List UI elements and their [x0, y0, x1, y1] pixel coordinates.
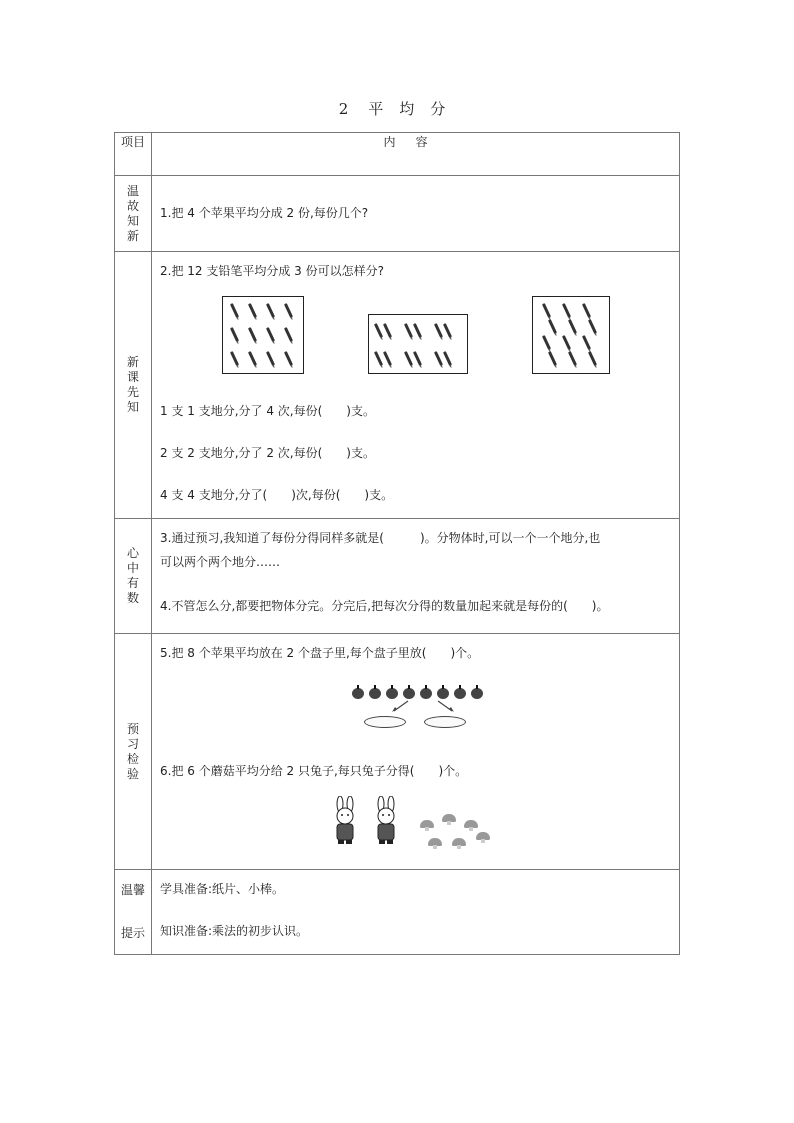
question-4: 4.不管怎么分,都要把物体分完。分完后,把每次分得的数量加起来就是每份的( )。: [160, 599, 609, 613]
pencil-icon: [266, 351, 275, 366]
pencil-icon: [582, 335, 591, 350]
pencil-icon: [588, 351, 597, 366]
pencil-icon: [383, 351, 392, 366]
apple-icon: [420, 688, 432, 699]
lesson-table: [114, 132, 680, 955]
pencil-icon: [562, 335, 571, 350]
check-label: 预习检验: [126, 721, 139, 781]
check-row: [115, 634, 680, 870]
mushroom-icon: [420, 820, 434, 828]
rabbit-icon: [366, 796, 406, 849]
header-content: 内容: [152, 133, 680, 176]
tip-tools: 学具准备:纸片、小棒。: [160, 882, 285, 896]
pencil-icon: [582, 303, 591, 318]
pencil-icon: [434, 323, 443, 338]
header-row: [115, 133, 680, 176]
pencil-icon: [404, 323, 413, 338]
answer-line-2: 2 支 2 支地分,分了 2 次,每份( )支。: [160, 446, 375, 460]
plate-icon: [424, 716, 466, 728]
pencil-icon: [434, 351, 443, 366]
arrow-icon: [390, 700, 410, 717]
question-6: 6.把 6 个蘑菇平均分给 2 只兔子,每只兔子分得( )个。: [160, 764, 468, 778]
mind-row: [115, 519, 680, 634]
tips-row: [115, 870, 680, 955]
title-char: 均: [399, 100, 419, 118]
pencil-icon: [542, 335, 551, 350]
apple-icon: [403, 688, 415, 699]
pencil-icon: [588, 319, 597, 334]
apple-icon: [352, 688, 364, 699]
arrow-icon: [436, 700, 456, 717]
pencil-icon: [568, 351, 577, 366]
pencil-icon: [568, 319, 577, 334]
question-3a: 3.通过预习,我知道了每份分得同样多就是( )。分物体时,可以一个一个地分,也: [160, 531, 601, 545]
pencil-icon: [383, 323, 392, 338]
title-char: 平: [368, 100, 388, 118]
pencil-icon: [266, 327, 275, 342]
plate-icon: [364, 716, 406, 728]
pencil-icon: [284, 351, 293, 366]
pencil-icon: [284, 303, 293, 318]
page-title: [0, 98, 794, 119]
apple-icon: [386, 688, 398, 699]
pencil-icon: [542, 303, 551, 318]
rabbit-icon: [330, 796, 360, 849]
pencil-icon: [248, 303, 257, 318]
mushroom-icon: [464, 820, 478, 828]
review-label: 温故知新: [126, 183, 139, 243]
mushroom-icon: [476, 832, 490, 840]
pencil-icon: [562, 303, 571, 318]
pencil-icon: [548, 319, 557, 334]
pencil-icon: [230, 303, 239, 318]
apple-icon: [471, 688, 483, 699]
pencil-icon: [230, 327, 239, 342]
apple-icon: [369, 688, 381, 699]
pencil-icon: [404, 351, 413, 366]
pencil-icon: [413, 323, 422, 338]
pencil-box-3: [532, 296, 610, 374]
pencil-box-2: [368, 314, 468, 374]
pencil-icon: [248, 327, 257, 342]
tips-label-b: 提示: [120, 926, 145, 940]
header-item: 项目: [115, 133, 152, 176]
pencil-icon: [248, 351, 257, 366]
pencil-icon: [413, 351, 422, 366]
question-1: 1.把 4 个苹果平均分成 2 份,每份几个?: [160, 206, 369, 220]
mind-label: 心中有数: [126, 546, 139, 605]
apple-icon: [454, 688, 466, 699]
pencil-icon: [266, 303, 275, 318]
tip-knowledge: 知识准备:乘法的初步认识。: [160, 924, 309, 938]
mushroom-icon: [442, 814, 456, 822]
title-number: 2: [338, 100, 353, 118]
mushroom-icon: [428, 838, 442, 846]
pencil-icon: [284, 327, 293, 342]
apple-icon: [437, 688, 449, 699]
tips-label-a: 温馨: [120, 883, 145, 897]
pencil-icon: [548, 351, 557, 366]
pencil-icon: [443, 351, 452, 366]
pencil-icon: [443, 323, 452, 338]
question-5: 5.把 8 个苹果平均放在 2 个盘子里,每个盘子里放( )个。: [160, 646, 480, 660]
question-3b: 可以两个两个地分……: [160, 555, 281, 569]
question-2: 2.把 12 支铅笔平均分成 3 份可以怎样分?: [160, 264, 384, 278]
answer-line-3: 4 支 4 支地分,分了( )次,每份( )支。: [160, 488, 394, 502]
review-row: [115, 176, 680, 252]
pencil-icon: [374, 323, 383, 338]
preview-row: [115, 252, 680, 519]
mushroom-icon: [452, 838, 466, 846]
pencil-icon: [230, 351, 239, 366]
pencil-icon: [374, 351, 383, 366]
pencil-box-1: [222, 296, 304, 374]
answer-line-1: 1 支 1 支地分,分了 4 次,每份( )支。: [160, 404, 375, 418]
title-char: 分: [430, 100, 450, 118]
preview-label: 新课先知: [126, 355, 139, 414]
